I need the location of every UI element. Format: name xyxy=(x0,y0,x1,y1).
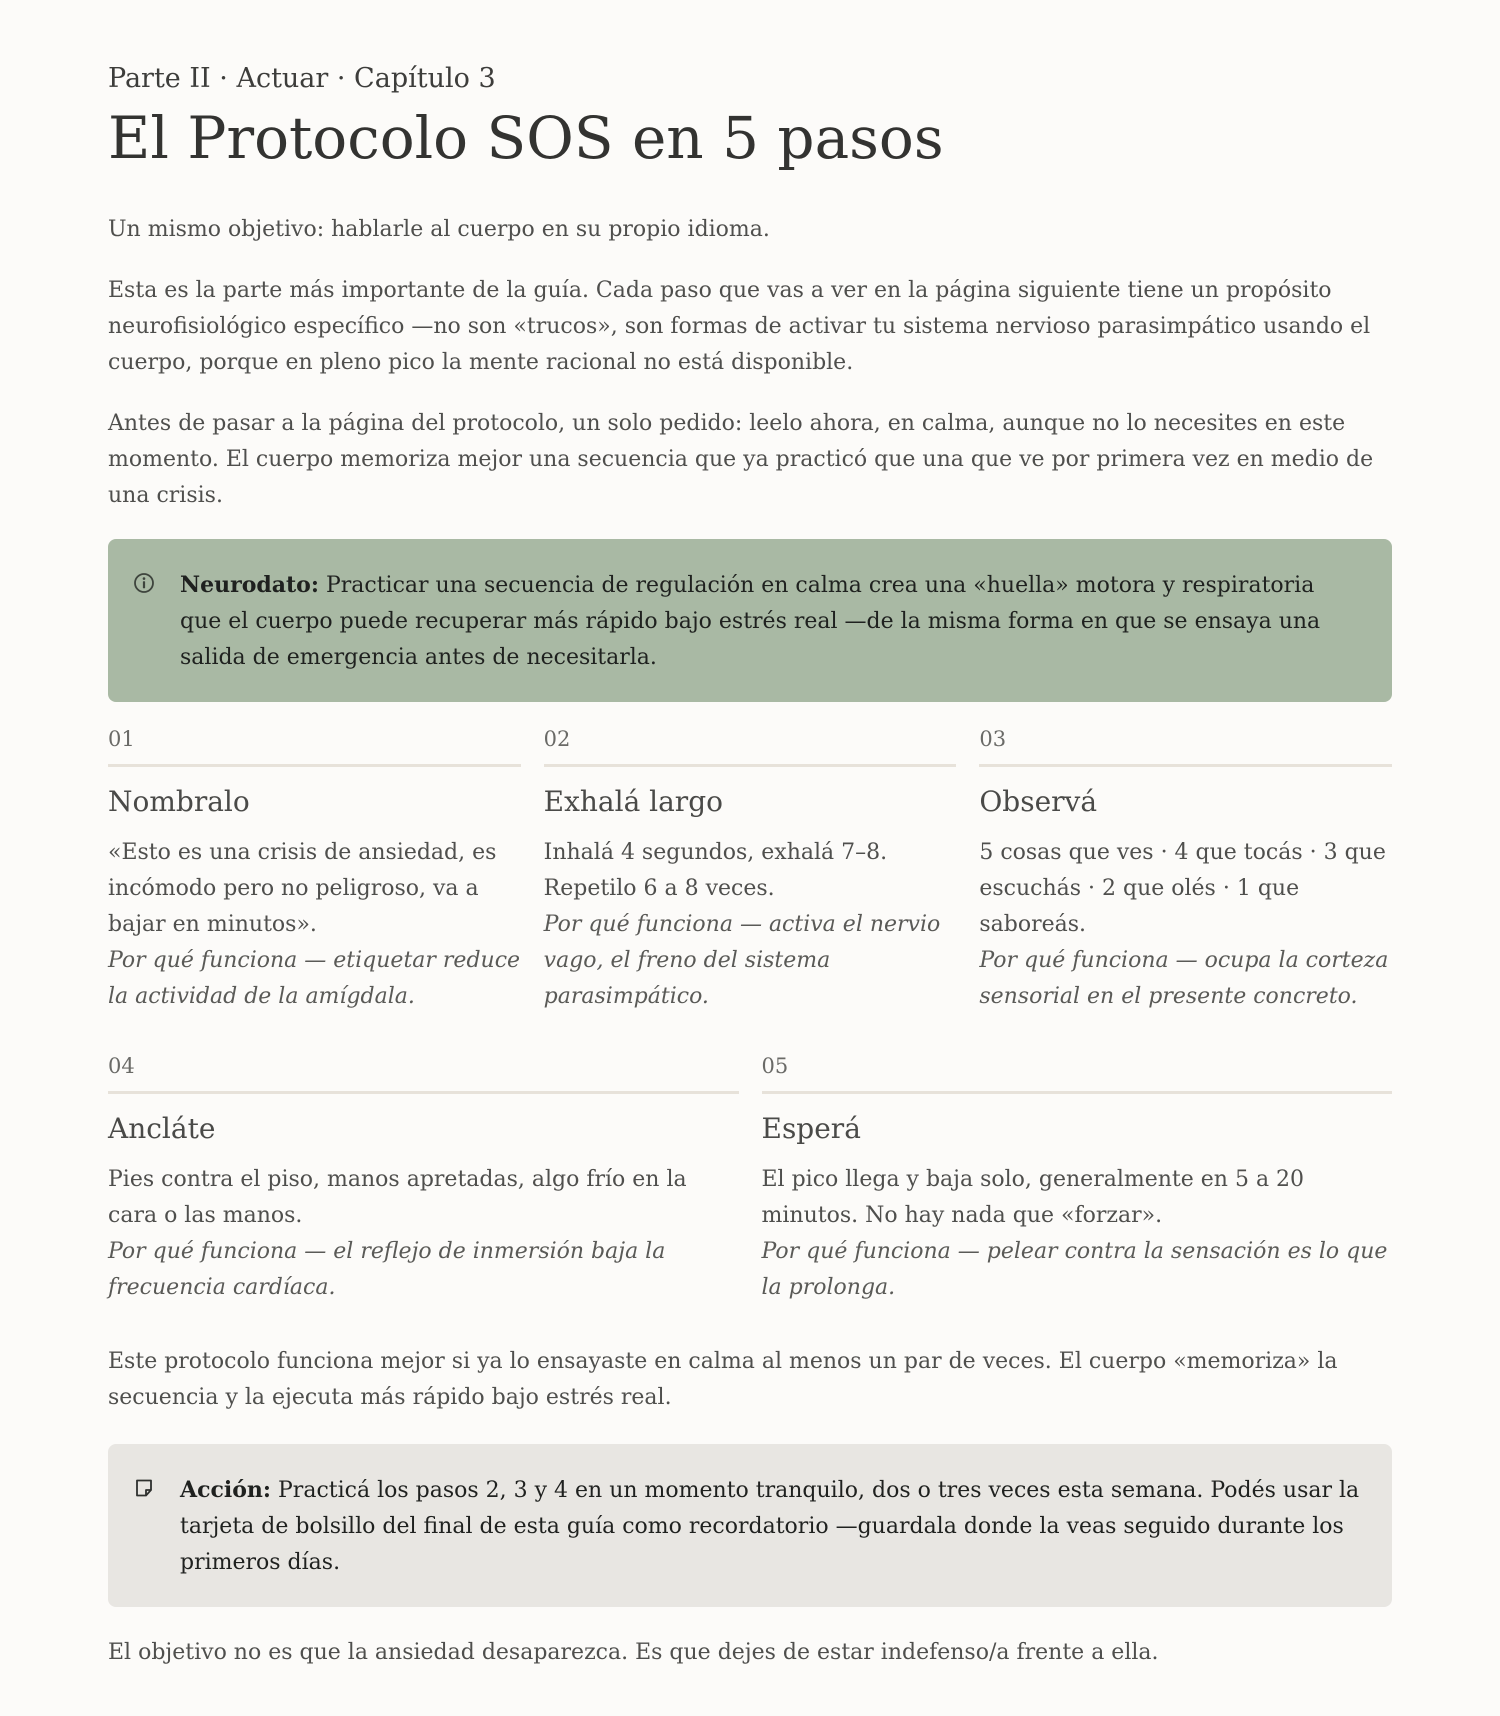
closing-paragraph: El objetivo no es que la ansiedad desaparezca. Es que dejes de estar indefenso/a frente a ella. xyxy=(108,1640,1159,1665)
neurodato-callout xyxy=(108,539,1392,702)
step-description: Pies contra el piso, manos apretadas, algo frío en la cara o las manos. xyxy=(108,1167,687,1228)
neurodato-text xyxy=(180,567,1362,676)
outro-paragraph-1: Este protocolo funciona mejor si ya lo ensayaste en calma al menos un par de veces. El cuerpo «memoriza» la secuencia y la ejecuta más rápido bajo estrés real. xyxy=(108,1349,1338,1410)
intro-paragraph-2: Esta es la parte más importante de la guía. Cada paso que vas a ver en la página siguiente tiene un propósito neurofisiológico específico —no son «trucos», son formas de activar tu sistema nervioso parasimpático usando el cuerpo, porque en pleno pico la mente racional no está disponible. xyxy=(108,278,1371,375)
accion-text xyxy=(180,1472,1362,1581)
step-number: 03 xyxy=(979,724,1392,767)
step-card xyxy=(544,724,957,1015)
accion-callout xyxy=(108,1444,1392,1607)
step-card xyxy=(762,1051,1393,1306)
step-explanation: Por qué funciona — pelear contra la sensación es lo que la prolonga. xyxy=(761,1239,1388,1300)
info-circle-icon xyxy=(132,571,156,595)
accion-body: Practicá los pasos 2, 3 y 4 en un momento tranquilo, dos o tres veces esta semana. Podés usar la tarjeta de bolsillo del final de esta guía como recordatorio —guardala donde la veas seguido durante los primeros días. xyxy=(180,1478,1360,1575)
step-description: Inhalá 4 segundos, exhalá 7–8. Repetilo 6 a 8 veces. xyxy=(543,840,888,901)
steps-row-1 xyxy=(108,724,1392,1015)
page-title: El Protocolo SOS en 5 pasos xyxy=(108,104,944,172)
step-explanation: Por qué funciona — etiquetar reduce la actividad de la amígdala. xyxy=(108,948,521,1009)
step-explanation: Por qué funciona — el reflejo de inmersión baja la frecuencia cardíaca. xyxy=(108,1239,666,1300)
step-title: Exhalá largo xyxy=(543,785,723,818)
step-title: Esperá xyxy=(761,1112,861,1145)
steps-row-2 xyxy=(108,1051,1392,1306)
step-card xyxy=(108,1051,739,1306)
step-description: «Esto es una crisis de ansiedad, es incómodo pero no peligroso, va a bajar en minutos». xyxy=(108,840,497,937)
accion-label: Acción: xyxy=(180,1477,272,1503)
step-title: Observá xyxy=(979,785,1098,818)
step-card xyxy=(108,724,521,1015)
intro-paragraph-1: Un mismo objetivo: hablarle al cuerpo en su propio idioma. xyxy=(108,217,770,242)
neurodato-label: Neurodato: xyxy=(180,572,319,598)
step-card xyxy=(979,724,1392,1015)
step-title: Nombralo xyxy=(108,785,250,818)
step-number: 02 xyxy=(544,724,957,767)
step-description: El pico llega y baja solo, generalmente en 5 a 20 minutos. No hay nada que «forzar». xyxy=(761,1167,1305,1228)
step-explanation: Por qué funciona — ocupa la corteza sensorial en el presente concreto. xyxy=(979,948,1389,1009)
step-number: 05 xyxy=(762,1051,1393,1094)
chapter-kicker: Parte II · Actuar · Capítulo 3 xyxy=(108,63,496,94)
step-number: 01 xyxy=(108,724,521,767)
intro-paragraph-3: Antes de pasar a la página del protocolo, un solo pedido: leelo ahora, en calma, aunque no lo necesites en este momento. El cuerpo memoriza mejor una secuencia que ya practicó que una que ve por primera vez en medio de una crisis. xyxy=(108,411,1374,508)
step-description: 5 cosas que ves · 4 que tocás · 3 que escuchás · 2 que olés · 1 que saboreás. xyxy=(979,840,1386,937)
neurodato-body: Practicar una secuencia de regulación en calma crea una «huella» motora y respiratoria que el cuerpo puede recuperar más rápido bajo estrés real —de la misma forma en que se ensaya una salida de emergencia antes de necesitarla. xyxy=(180,573,1321,670)
step-number: 04 xyxy=(108,1051,739,1094)
step-explanation: Por qué funciona — activa el nervio vago, el freno del sistema parasimpático. xyxy=(543,912,941,1009)
step-title: Ancláte xyxy=(108,1112,216,1145)
note-icon xyxy=(132,1476,156,1500)
